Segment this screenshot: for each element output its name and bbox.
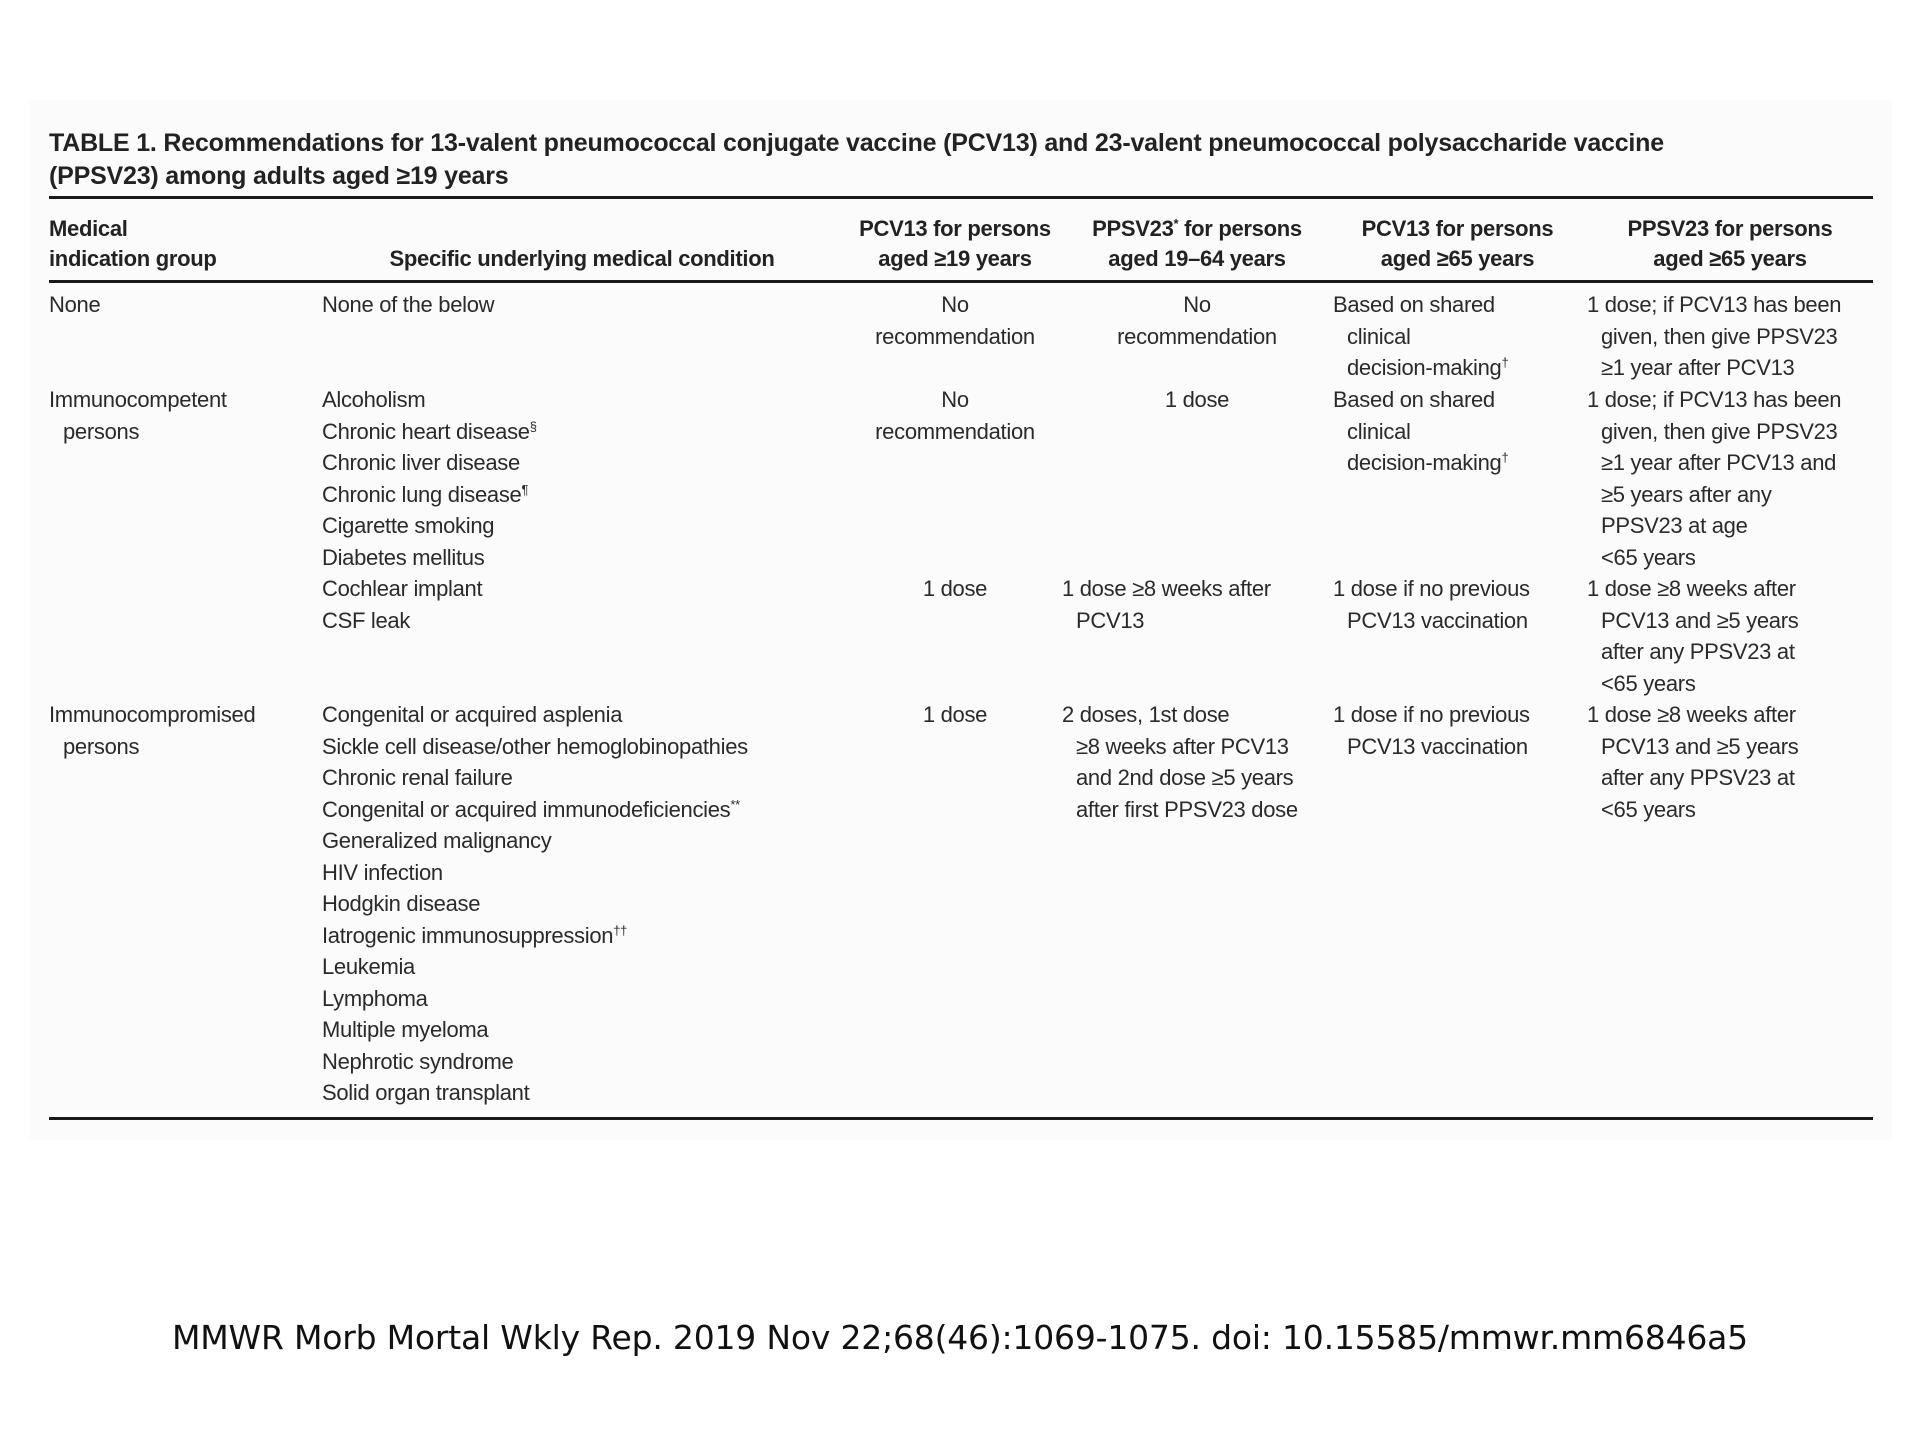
header-ppsv23-65plus: PPSV23 for persons aged ≥65 years	[1627, 216, 1833, 271]
condition-item	[322, 731, 862, 763]
cell-line: <65 years	[1601, 796, 1696, 822]
condition-item	[322, 510, 862, 542]
condition-item	[322, 573, 862, 605]
ppsv23-65plus-cell	[1587, 699, 1877, 825]
cell-line: PCV13 and ≥5 years	[1601, 733, 1799, 759]
condition-item	[322, 1014, 862, 1046]
footnote-marker: *	[1173, 216, 1179, 231]
header-specific-condition: Specific underlying medical condition	[389, 246, 775, 271]
condition-item	[322, 762, 862, 794]
cell-line: 1 dose	[922, 576, 988, 601]
cell-line: <65 years	[1601, 544, 1696, 570]
pcv13-19plus-cell	[852, 384, 1058, 447]
condition-text: Congenital or acquired immunodeficiencies	[322, 796, 731, 822]
footnote-marker: †	[1501, 355, 1509, 370]
condition-text: CSF leak	[322, 607, 411, 633]
cell-line: clinical	[1347, 418, 1411, 444]
pcv13-19plus-cell	[852, 573, 1058, 605]
condition-item	[322, 794, 862, 826]
cell-line: No	[941, 292, 969, 317]
indication-group-cell	[49, 384, 309, 447]
cell-line: 1 dose ≥8 weeks after	[1587, 702, 1796, 727]
footnote-marker: †	[1501, 450, 1509, 465]
indication-group-line: persons	[63, 418, 140, 444]
indication-group-cell	[49, 289, 309, 321]
cell-line: 1 dose if no previous	[1333, 576, 1530, 601]
cell-line: 1 dose if no previous	[1333, 702, 1530, 727]
condition-item	[322, 983, 862, 1015]
pcv13-65plus-cell	[1333, 289, 1583, 384]
condition-text: Multiple myeloma	[322, 1017, 489, 1042]
condition-item	[322, 1077, 862, 1109]
cell-line: after any PPSV23 at	[1601, 765, 1795, 790]
cell-line: PCV13 vaccination	[1347, 607, 1528, 633]
ppsv23-19-64-cell	[1062, 384, 1332, 416]
condition-item	[322, 699, 862, 731]
cell-line: 1 dose; if PCV13 has been	[1587, 292, 1842, 317]
condition-text: Diabetes mellitus	[322, 544, 485, 570]
footnote-marker: ¶	[521, 481, 529, 497]
condition-item	[322, 857, 862, 889]
footnote-marker: **	[730, 796, 740, 812]
condition-item	[322, 416, 862, 448]
cell-line: PCV13	[1076, 607, 1145, 633]
table-top-rule	[49, 196, 1873, 199]
citation: MMWR Morb Mortal Wkly Rep. 2019 Nov 22;68(46):1069-1075. doi: 10.15585/mmwr.mm6846a5	[172, 1318, 1748, 1357]
conditions-cell	[322, 573, 862, 636]
cell-line: <65 years	[1601, 670, 1696, 696]
header-bottom-rule	[49, 280, 1873, 283]
cell-line: given, then give PPSV23	[1601, 418, 1838, 444]
cell-line: recommendation	[1117, 323, 1277, 349]
cell-line: decision-making	[1347, 450, 1502, 475]
table-title-line-2: (PPSV23) among adults aged ≥19 years	[49, 162, 509, 190]
condition-text: Hodgkin disease	[322, 891, 481, 916]
cell-line: 1 dose	[1164, 387, 1230, 412]
conditions-cell	[322, 384, 862, 573]
pcv13-19plus-cell	[852, 699, 1058, 731]
pcv13-65plus-cell	[1333, 384, 1583, 479]
table-title	[49, 127, 1879, 193]
conditions-cell	[322, 289, 862, 321]
cell-line: 1 dose ≥8 weeks after	[1587, 576, 1796, 601]
condition-item	[322, 825, 862, 857]
condition-item	[322, 1046, 862, 1078]
table-bottom-rule	[49, 1117, 1873, 1120]
condition-item	[322, 384, 862, 416]
condition-text: Cigarette smoking	[322, 513, 495, 538]
indication-group-line: Immunocompromised	[49, 702, 256, 727]
cell-line: PCV13 and ≥5 years	[1601, 607, 1799, 633]
indication-group-line: persons	[63, 733, 140, 759]
cell-line: 2 doses, 1st dose	[1062, 702, 1230, 727]
ppsv23-19-64-cell	[1062, 699, 1332, 825]
condition-text: Chronic liver disease	[322, 450, 520, 475]
condition-text: Sickle cell disease/other hemoglobinopathies	[322, 733, 748, 759]
cell-line: ≥8 weeks after PCV13	[1076, 733, 1289, 759]
cell-line: Based on shared	[1333, 292, 1495, 317]
cell-line: No	[1183, 292, 1211, 317]
condition-item	[322, 542, 862, 574]
ppsv23-19-64-cell	[1062, 289, 1332, 352]
condition-text: Chronic heart disease	[322, 418, 530, 444]
condition-text: Alcoholism	[322, 387, 426, 412]
condition-item	[322, 888, 862, 920]
header-ppsv23-19-64: PPSV23* for persons aged 19–64 years	[1092, 216, 1302, 271]
condition-text: Lymphoma	[322, 985, 428, 1011]
indication-group-cell	[49, 699, 309, 762]
condition-text: Generalized malignancy	[322, 828, 552, 853]
condition-text: None of the below	[322, 292, 495, 317]
ppsv23-19-64-cell	[1062, 573, 1332, 636]
ppsv23-65plus-cell	[1587, 573, 1877, 699]
condition-item	[322, 479, 862, 511]
cell-line: ≥1 year after PCV13	[1601, 355, 1795, 380]
indication-group-line: Immunocompetent	[49, 387, 227, 412]
condition-item	[322, 920, 862, 952]
cell-line: recommendation	[875, 418, 1035, 444]
conditions-cell	[322, 699, 862, 1109]
condition-text: HIV infection	[322, 859, 443, 885]
pcv13-19plus-cell	[852, 289, 1058, 352]
header-pcv13-19plus: PCV13 for persons aged ≥19 years	[859, 216, 1051, 271]
condition-item	[322, 447, 862, 479]
pcv13-65plus-cell	[1333, 573, 1583, 636]
ppsv23-65plus-cell	[1587, 289, 1877, 384]
cell-line: after first PPSV23 dose	[1076, 796, 1298, 822]
condition-text: Nephrotic syndrome	[322, 1048, 514, 1074]
indication-group-line: None	[49, 292, 101, 317]
header-pcv13-65plus: PCV13 for persons aged ≥65 years	[1361, 216, 1554, 271]
cell-line	[1333, 447, 1583, 479]
table-title-line-1: TABLE 1. Recommendations for 13-valent pneumococcal conjugate vaccine (PCV13) and 23-valent pneumococcal polysaccharide vaccine	[49, 129, 1664, 157]
condition-text: Iatrogenic immunosuppression	[322, 922, 614, 948]
cell-line: after any PPSV23 at	[1601, 639, 1795, 664]
footnote-marker: §	[529, 418, 537, 434]
cell-line: 1 dose; if PCV13 has been	[1587, 387, 1842, 412]
cell-line: 1 dose ≥8 weeks after	[1062, 576, 1271, 601]
cell-line: ≥1 year after PCV13 and	[1601, 450, 1837, 475]
cell-line: clinical	[1347, 323, 1411, 349]
condition-item	[322, 605, 862, 637]
condition-text: Cochlear implant	[322, 576, 483, 601]
cell-line: given, then give PPSV23	[1601, 323, 1838, 349]
ppsv23-65plus-cell	[1587, 384, 1877, 573]
cell-line: recommendation	[875, 323, 1035, 349]
cell-line: 1 dose	[922, 702, 988, 727]
condition-text: Solid organ transplant	[322, 1080, 530, 1105]
condition-text: Chronic lung disease	[322, 481, 522, 507]
condition-text: Congenital or acquired asplenia	[322, 702, 623, 727]
cell-line: No	[941, 387, 969, 412]
condition-item	[322, 951, 862, 983]
footnote-marker: ††	[613, 922, 628, 938]
pcv13-65plus-cell	[1333, 699, 1583, 762]
cell-line: PPSV23 at age	[1601, 513, 1748, 538]
cell-line	[1333, 352, 1583, 384]
condition-text: Leukemia	[322, 954, 415, 979]
condition-text: Chronic renal failure	[322, 765, 513, 790]
cell-line: ≥5 years after any	[1601, 481, 1772, 507]
cell-line: PCV13 vaccination	[1347, 733, 1528, 759]
header-medical-indication-group: Medical indication group	[49, 216, 217, 271]
condition-item	[322, 289, 862, 321]
cell-line: Based on shared	[1333, 387, 1495, 412]
cell-line: decision-making	[1347, 355, 1502, 380]
cell-line: and 2nd dose ≥5 years	[1076, 765, 1294, 790]
